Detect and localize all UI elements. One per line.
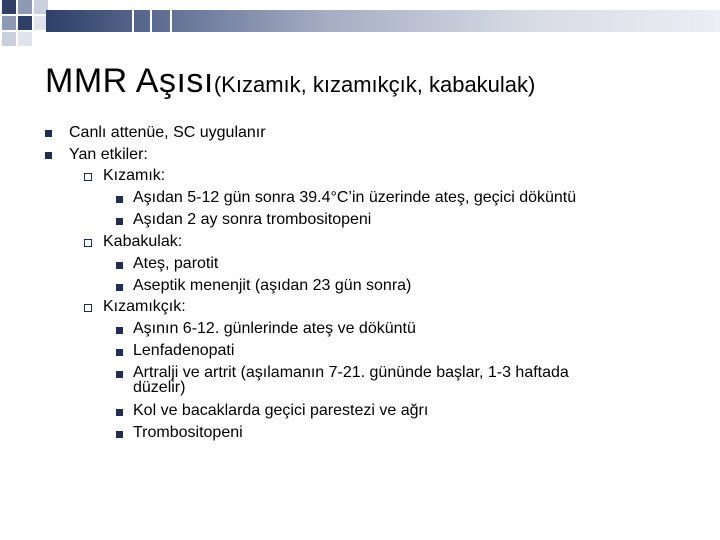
detail-text: Ateş, parotit xyxy=(133,255,219,272)
bullet-square xyxy=(116,349,123,356)
sub-bullet-text: Kabakulak: xyxy=(103,233,183,250)
deco-square xyxy=(18,0,32,14)
detail-text-continuation: düzelir) xyxy=(133,379,186,396)
detail-text: Aşıdan 5-12 gün sonra 39.4°C’in üzerinde ateş, geçici döküntü xyxy=(133,189,577,206)
bullet-square xyxy=(116,284,123,291)
band-divider xyxy=(170,10,172,32)
bullet-square xyxy=(116,409,123,416)
detail-text: Kol ve bacaklarda geçici parestezi ve ağrı xyxy=(133,402,429,419)
band-divider xyxy=(132,10,134,32)
detail-text: Trombositopeni xyxy=(133,424,243,441)
bullet-square xyxy=(116,431,123,438)
detail-text: Lenfadenopati xyxy=(133,342,235,359)
detail-text: Aşıdan 2 ay sonra trombositopeni xyxy=(133,211,372,228)
band-divider xyxy=(150,10,152,32)
deco-square xyxy=(2,0,16,14)
bullet-text: Yan etkiler: xyxy=(69,146,148,163)
slide-title xyxy=(45,62,535,101)
detail-text: Aseptik menenjit (aşıdan 23 gün sonra) xyxy=(133,277,412,294)
deco-square xyxy=(2,32,16,46)
bullet-square xyxy=(116,262,123,269)
deco-square xyxy=(18,32,32,46)
bullet-square xyxy=(45,130,52,137)
sub-bullet-text: Kızamık: xyxy=(103,167,166,184)
title-subtitle: (Kızamık, kızamıkçık, kabakulak) xyxy=(213,72,536,97)
sub-bullet-text: Kızamıkçık: xyxy=(103,298,186,315)
bullet-hollow-square xyxy=(84,304,92,312)
detail-text: Aşının 6-12. günlerinde ateş ve döküntü xyxy=(133,320,416,337)
bullet-square xyxy=(116,196,123,203)
header-decoration xyxy=(0,0,720,50)
bullet-hollow-square xyxy=(84,173,92,181)
bullet-square xyxy=(116,371,123,378)
detail-text: Artralji ve artrit (aşılamanın 7-21. gününde başlar, 1-3 haftada xyxy=(133,364,569,381)
bullet-text: Canlı attenüe, SC uygulanır xyxy=(69,124,266,141)
bullet-square xyxy=(116,327,123,334)
header-gradient-band xyxy=(46,10,720,32)
deco-square xyxy=(18,16,32,30)
bullet-square xyxy=(116,218,123,225)
title-main: MMR Aşısı xyxy=(45,62,214,100)
bullet-hollow-square xyxy=(84,239,92,247)
deco-square xyxy=(2,16,16,30)
bullet-square xyxy=(45,152,52,159)
